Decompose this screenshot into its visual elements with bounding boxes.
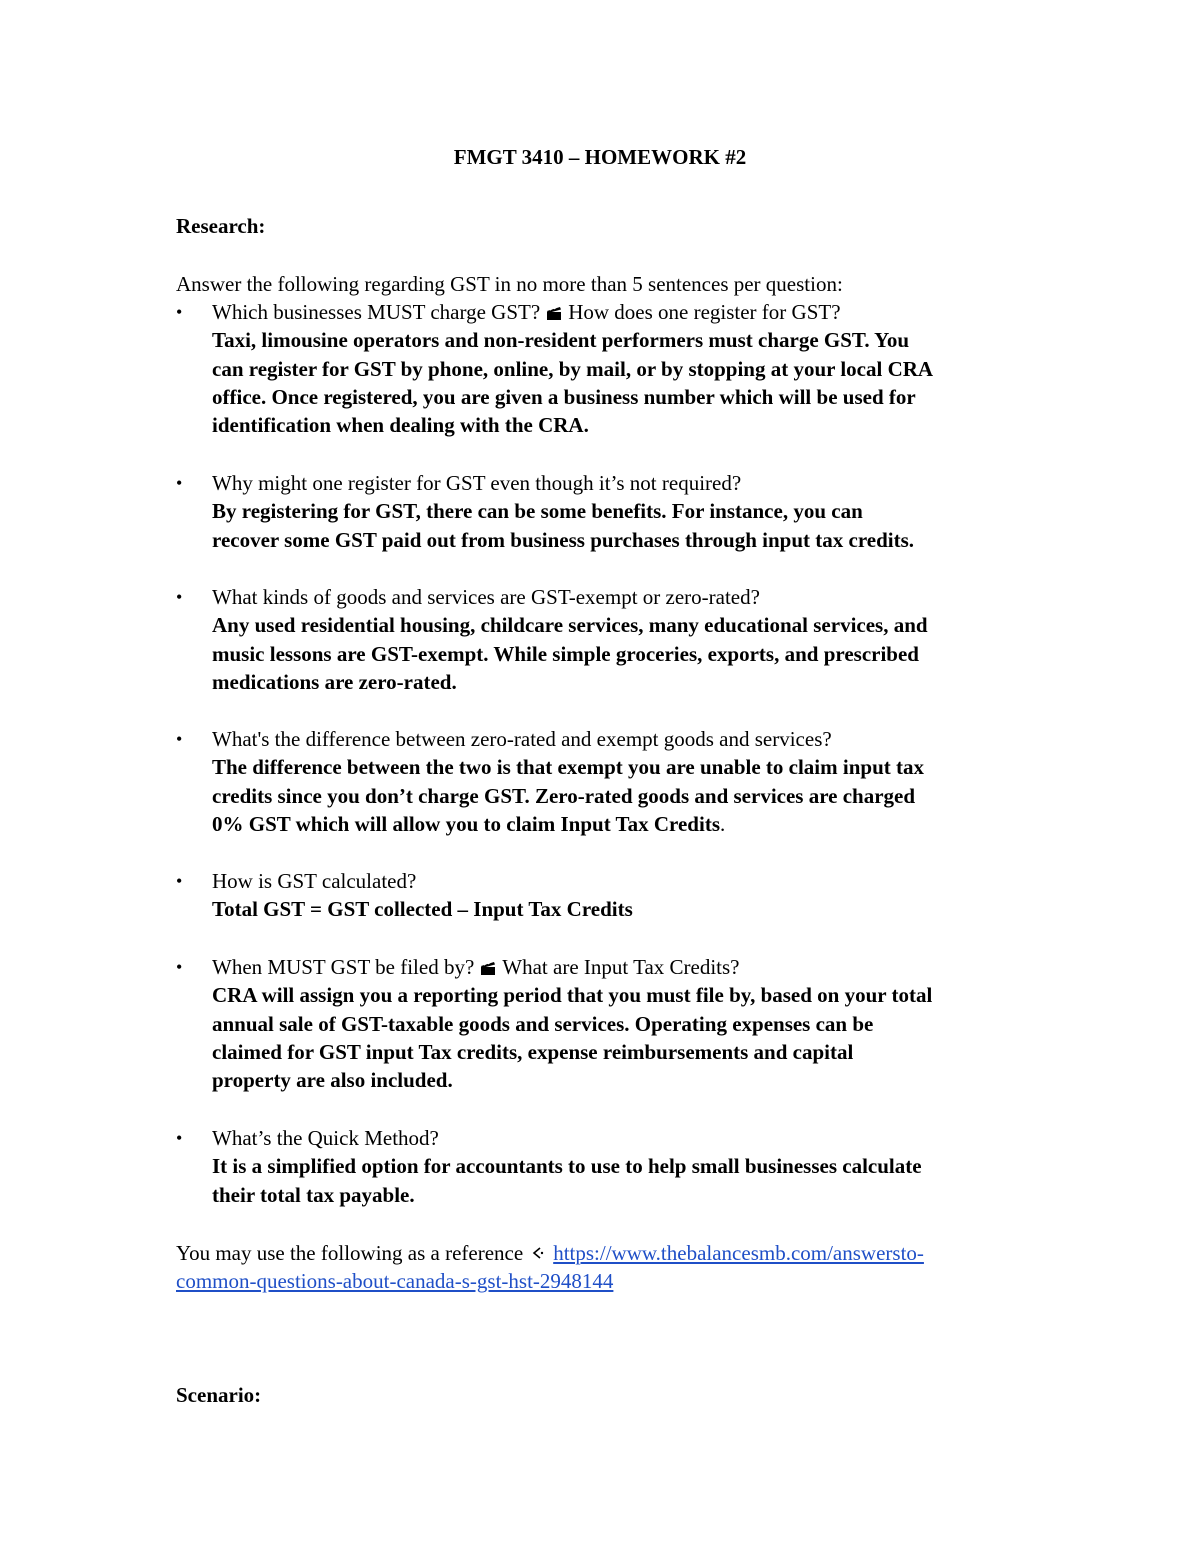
qa-item-1 — [176, 298, 1036, 439]
question-text: What's the difference between zero-rated and exempt goods and services? — [212, 727, 832, 751]
question-text: What kinds of goods and services are GST-exempt or zero-rated? — [212, 585, 760, 609]
answer-line: property are also included. — [212, 1068, 453, 1093]
answer-text — [176, 753, 1036, 838]
bullet: • — [176, 871, 183, 891]
bullet: • — [176, 587, 183, 607]
qa-item-4 — [176, 725, 1036, 838]
answer-line: Any used residential housing, childcare services, many educational services, and — [212, 613, 928, 638]
bullet: • — [176, 729, 183, 749]
reference-line-2 — [176, 1267, 1036, 1295]
clapperboard-icon — [480, 962, 496, 975]
bullet: • — [176, 957, 183, 977]
question-row — [176, 1124, 1036, 1152]
answer-line: Taxi, limousine operators and non-resident performers must charge GST. You — [212, 328, 910, 353]
question-text-b: How does one register for GST? — [568, 300, 841, 324]
qa-item-3 — [176, 583, 1036, 696]
question-row — [176, 953, 1036, 981]
answer-text — [176, 1152, 1036, 1209]
answer-text — [176, 611, 1036, 696]
question-row — [176, 298, 1036, 326]
answer-line: can register for GST by phone, online, by mail, or by stopping at your local CRA — [212, 356, 934, 381]
answer-line: identification when dealing with the CRA. — [212, 413, 589, 438]
qa-item-7 — [176, 1124, 1036, 1209]
page-title: FMGT 3410 – HOMEWORK #2 — [453, 145, 747, 169]
question-text: When MUST GST be filed by? — [212, 955, 475, 979]
reference-prefix: You may use the following as a reference — [176, 1241, 524, 1265]
question-text: Why might one register for GST even though it’s not required? — [212, 471, 742, 495]
research-heading: Research: — [176, 214, 266, 238]
answer-line: By registering for GST, there can be some benefits. For instance, you can — [212, 499, 863, 524]
qa-item-5 — [176, 867, 1036, 924]
reference-link-part-1[interactable]: https://www.thebalancesmb.com/answersto- — [553, 1241, 924, 1265]
clapperboard-icon — [546, 307, 562, 320]
reference-paragraph — [176, 1239, 1036, 1296]
answer-line: claimed for GST input Tax credits, expense reimbursements and capital — [212, 1039, 854, 1064]
question-text: Which businesses MUST charge GST? — [212, 300, 541, 324]
answer-text — [176, 895, 1036, 923]
answer-line: CRA will assign you a reporting period that you must file by, based on your total — [212, 983, 933, 1008]
question-text: How is GST calculated? — [212, 869, 417, 893]
answer-line: their total tax payable. — [212, 1182, 415, 1207]
research-intro: Answer the following regarding GST in no more than 5 sentences per question: — [176, 272, 843, 296]
answer-line-tail: . — [720, 811, 726, 836]
answer-line: medications are zero-rated. — [212, 669, 457, 694]
question-text: What’s the Quick Method? — [212, 1126, 439, 1150]
answer-line: office. Once registered, you are given a business number which will be used for — [212, 384, 916, 409]
answer-text — [176, 497, 1036, 554]
pointer-icon — [531, 1246, 545, 1260]
question-row — [176, 469, 1036, 497]
scenario-heading: Scenario: — [176, 1383, 262, 1407]
question-row — [176, 583, 1036, 611]
answer-line — [212, 810, 1036, 838]
qa-item-6 — [176, 953, 1036, 1094]
answer-line-text: 0% GST which will allow you to claim Input Tax Credits — [212, 811, 720, 836]
answer-line: The difference between the two is that exempt you are unable to claim input tax — [212, 755, 924, 780]
answer-text — [176, 326, 1036, 439]
answer-text — [176, 981, 1036, 1094]
qa-item-2 — [176, 469, 1036, 554]
reference-line-1 — [176, 1239, 1036, 1267]
answer-line: music lessons are GST-exempt. While simple groceries, exports, and prescribed — [212, 641, 919, 666]
bullet: • — [176, 302, 183, 322]
reference-link-part-2[interactable]: common-questions-about-canada-s-gst-hst-2948144 — [176, 1269, 614, 1294]
answer-line: credits since you don’t charge GST. Zero-rated goods and services are charged — [212, 783, 916, 808]
question-text-b: What are Input Tax Credits? — [502, 955, 740, 979]
question-row — [176, 725, 1036, 753]
answer-line: Total GST = GST collected – Input Tax Credits — [212, 897, 633, 922]
bullet: • — [176, 473, 183, 493]
bullet: • — [176, 1128, 183, 1148]
answer-line: annual sale of GST-taxable goods and services. Operating expenses can be — [212, 1011, 874, 1036]
question-row — [176, 867, 1036, 895]
answer-line: recover some GST paid out from business purchases through input tax credits. — [212, 527, 915, 552]
answer-line: It is a simplified option for accountants to use to help small businesses calculate — [212, 1154, 922, 1179]
